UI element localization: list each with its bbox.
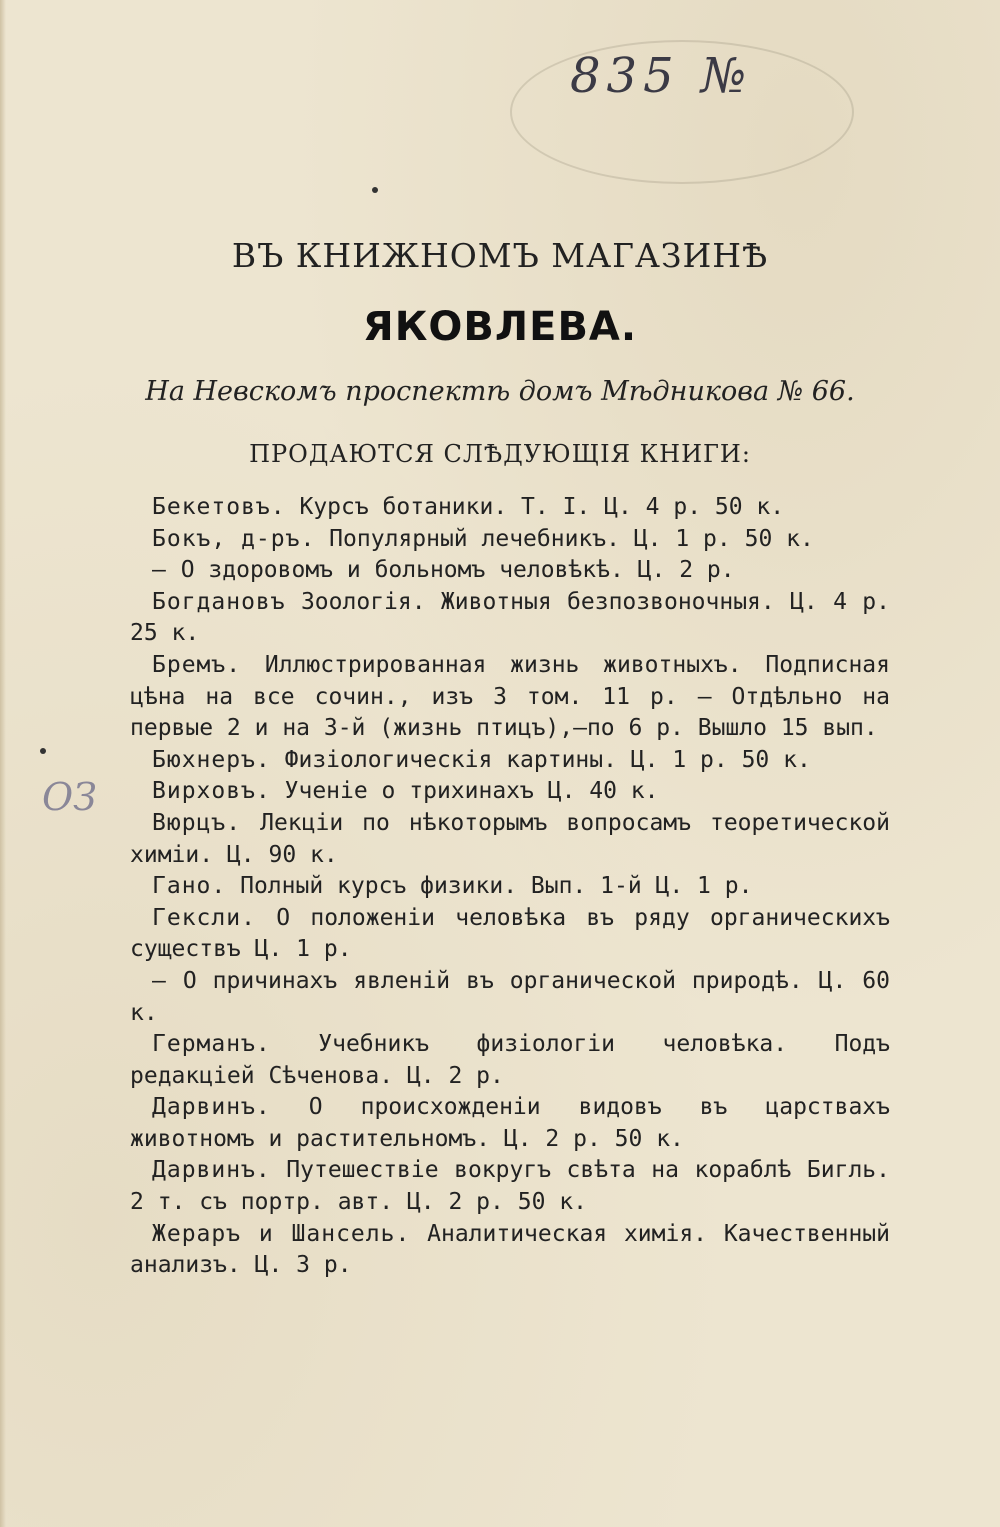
entry-text: Физіологическія картины. Ц. 1 р. 50 к. xyxy=(270,746,811,773)
book-entry xyxy=(130,745,890,777)
entry-author: Гексли. xyxy=(152,904,256,931)
entry-text: Путешествіе вокругъ свѣта на кораблѣ Бигль. 2 т. съ портр. авт. Ц. 2 р. 50 к. xyxy=(130,1157,890,1216)
book-entry xyxy=(130,966,890,1029)
entry-author: Богдановъ xyxy=(152,588,286,615)
entry-text: Курсъ ботаники. Т. I. Ц. 4 р. 50 к. xyxy=(285,494,785,520)
entry-text: О причинахъ явленій въ органической природѣ. Ц. 60 к. xyxy=(130,967,890,1026)
entry-author: Бекетовъ. xyxy=(152,494,286,520)
entry-text: Иллюстрированная жизнь животныхъ. Подписная цѣна на все сочин., изъ 3 том. 11 р. — Отдѣльно на первые 2 и на 3-й (жизнь птицъ),—по 6 р. Вышло 15 вып. xyxy=(130,651,890,742)
book-entry xyxy=(130,492,890,524)
entry-author: Вюрцъ. xyxy=(152,809,242,836)
list-subtitle: ПРОДАЮТСЯ СЛѢДУЮЩІЯ КНИГИ: xyxy=(249,440,751,468)
entry-author: Дарвинъ. xyxy=(152,1157,271,1184)
book-entry xyxy=(130,776,890,808)
entry-author: Вирховъ. xyxy=(152,778,271,805)
entry-text: Аналитическая химія. Качественный анализъ. Ц. 3 р. xyxy=(130,1220,891,1279)
book-entry xyxy=(130,808,890,871)
entry-text: Учебникъ физіологіи человѣка. Подъ редакціей Сѣченова. Ц. 2 р. xyxy=(130,1031,890,1089)
book-entry xyxy=(130,555,890,587)
entry-text: Ученіе о трихинахъ Ц. 40 к. xyxy=(270,778,659,805)
entry-author: Бремъ. xyxy=(152,651,242,678)
book-entry xyxy=(130,871,890,903)
entry-author: Дарвинъ. xyxy=(152,1094,271,1121)
entry-author: Бокъ, д-ръ. xyxy=(152,525,316,552)
book-list xyxy=(130,492,890,1282)
entry-author: Жераръ и Шансель. xyxy=(152,1220,411,1247)
entry-text: О положеніи человѣка въ ряду органическихъ существъ Ц. 1 р. xyxy=(130,904,890,963)
book-entry xyxy=(130,1219,890,1282)
shop-address: На Невскомъ проспектѣ домъ Мѣдникова № 66. xyxy=(145,376,855,407)
book-entry xyxy=(130,1092,890,1155)
entry-author: Бюхнеръ. xyxy=(152,746,271,773)
book-entry xyxy=(130,903,890,966)
ink-dot xyxy=(372,187,378,193)
margin-note: ОЗ xyxy=(42,775,97,819)
shelfmark-handwritten: 835 № xyxy=(570,48,753,104)
book-entry xyxy=(130,524,890,556)
entry-text: Зоологія. Животныя безпозвоночныя. Ц. 4 р. 25 к. xyxy=(130,588,890,647)
shop-heading: ВЪ КНИЖНОМЪ МАГАЗИНѢ xyxy=(231,236,769,275)
book-entry xyxy=(130,650,890,745)
entry-text: Полный курсъ физики. Вып. 1-й Ц. 1 р. xyxy=(226,873,753,900)
book-entry xyxy=(130,1029,890,1092)
entry-text: Популярный лечебникъ. Ц. 1 р. 50 к. xyxy=(315,525,814,552)
entry-text: Лекціи по нѣкоторымъ вопросамъ теоретической химіи. Ц. 90 к. xyxy=(130,809,890,868)
book-entry xyxy=(130,587,890,650)
entry-text: О происхожденіи видовъ въ царствахъ животномъ и растительномъ. Ц. 2 р. 50 к. xyxy=(130,1094,890,1152)
entry-author: — xyxy=(152,967,167,994)
owner-name: ЯКОВЛЕВА. xyxy=(362,304,638,350)
book-entry xyxy=(130,1155,890,1218)
entry-author: Германъ. xyxy=(152,1031,271,1058)
entry-text: О здоровомъ и больномъ человѣкѣ. Ц. 2 р. xyxy=(166,557,735,584)
ink-dot xyxy=(40,748,46,754)
entry-author: Гано. xyxy=(152,873,227,900)
entry-author: — xyxy=(152,557,167,584)
